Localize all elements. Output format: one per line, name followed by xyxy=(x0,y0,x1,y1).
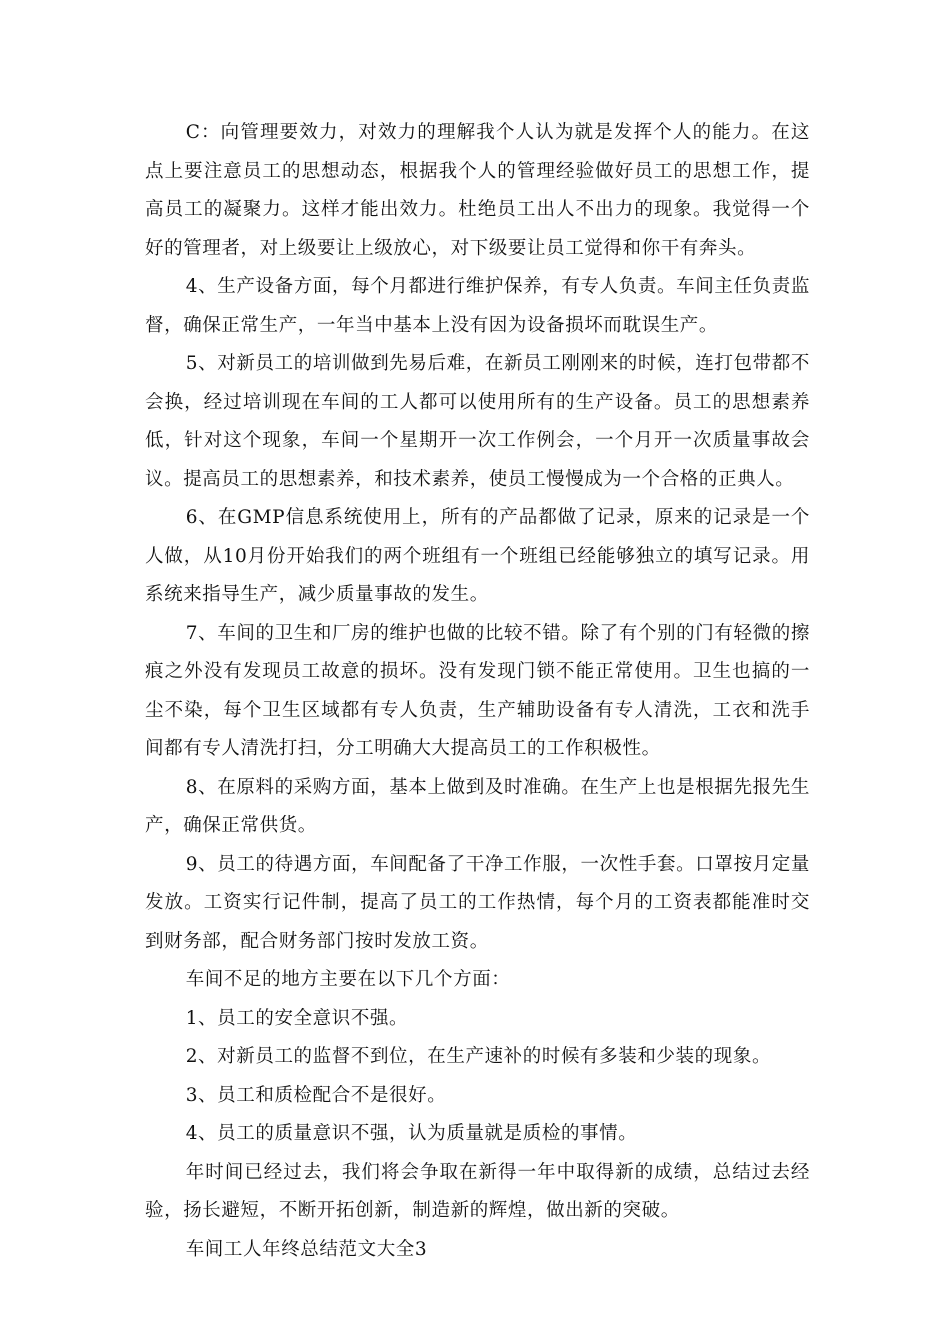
paragraph-shortcoming-2: 2、对新员工的监督不到位，在生产速补的时候有多装和少装的现象。 xyxy=(185,1046,772,1067)
paragraph-shortcomings-intro: 车间不足的地方主要在以下几个方面： xyxy=(185,969,511,990)
paragraph-5-training: 5、对新员工的培训做到先易后难，在新员工刚刚来的时候，连打包带都不会换，经过培训现在车间的工人都可以使用所有的生产设备。员工的思想素养低，针对这个现象，车间一个星期开一次工作例会，一个月开一次质量事故会议。提高员工的思想素养，和技术素养，使员工慢慢成为一个合格的正典人。 xyxy=(145,353,810,490)
paragraph-9-benefits: 9、员工的待遇方面，车间配备了干净工作服，一次性手套。口罩按月定量发放。工资实行记件制，提高了员工的工作热情，每个月的工资表都能准时交到财务部，配合财务部门按时发放工资。 xyxy=(145,853,810,952)
paragraph-shortcoming-1: 1、员工的安全意识不强。 xyxy=(185,1007,409,1029)
paragraph-4-equipment: 4、生产设备方面，每个月都进行维护保养，有专人负责。车间主任负责监督，确保正常生产，一年当中基本上没有因为设备损坏而耽误生产。 xyxy=(145,276,810,336)
paragraph-8-procurement: 8、在原料的采购方面，基本上做到及时准确。在生产上也是根据先报先生产，确保正常供货。 xyxy=(145,776,810,836)
paragraph-c-management: C：向管理要效力，对效力的理解我个人认为就是发挥个人的能力。在这点上要注意员工的思想动态，根据我个人的管理经验做好员工的思想工作，提高员工的凝聚力。这样才能出效力。杜绝员工出人不出力的现象。我觉得一个好的管理者，对上级要让上级放心，对下级要让员工觉得和你干有奔头。 xyxy=(145,122,810,259)
paragraph-shortcoming-3: 3、员工和质检配合不是很好。 xyxy=(185,1084,447,1106)
document-body xyxy=(145,114,810,1269)
paragraph-7-hygiene: 7、车间的卫生和厂房的维护也做的比较不错。除了有个别的门有轻微的擦痕之外没有发现员工故意的损坏。没有发现门锁不能正常使用。卫生也搞的一尘不染，每个卫生区域都有专人负责，生产辅助设备有专人清洗，工衣和洗手间都有专人清洗打扫，分工明确大大提高员工的工作积极性。 xyxy=(145,622,810,759)
paragraph-conclusion: 年时间已经过去，我们将会争取在新得一年中取得新的成绩，总结过去经验，扬长避短，不断开拓创新，制造新的辉煌，做出新的突破。 xyxy=(145,1161,810,1221)
paragraph-6-gmp-system: 6、在GMP信息系统使用上，所有的产品都做了记录，原来的记录是一个人做，从10月份开始我们的两个班组有一个班组已经能够独立的填写记录。用系统来指导生产，减少质量事故的发生。 xyxy=(145,507,810,605)
section-heading: 车间工人年终总结范文大全3 xyxy=(185,1238,428,1260)
paragraph-shortcoming-4: 4、员工的质量意识不强，认为质量就是质检的事情。 xyxy=(185,1123,638,1144)
